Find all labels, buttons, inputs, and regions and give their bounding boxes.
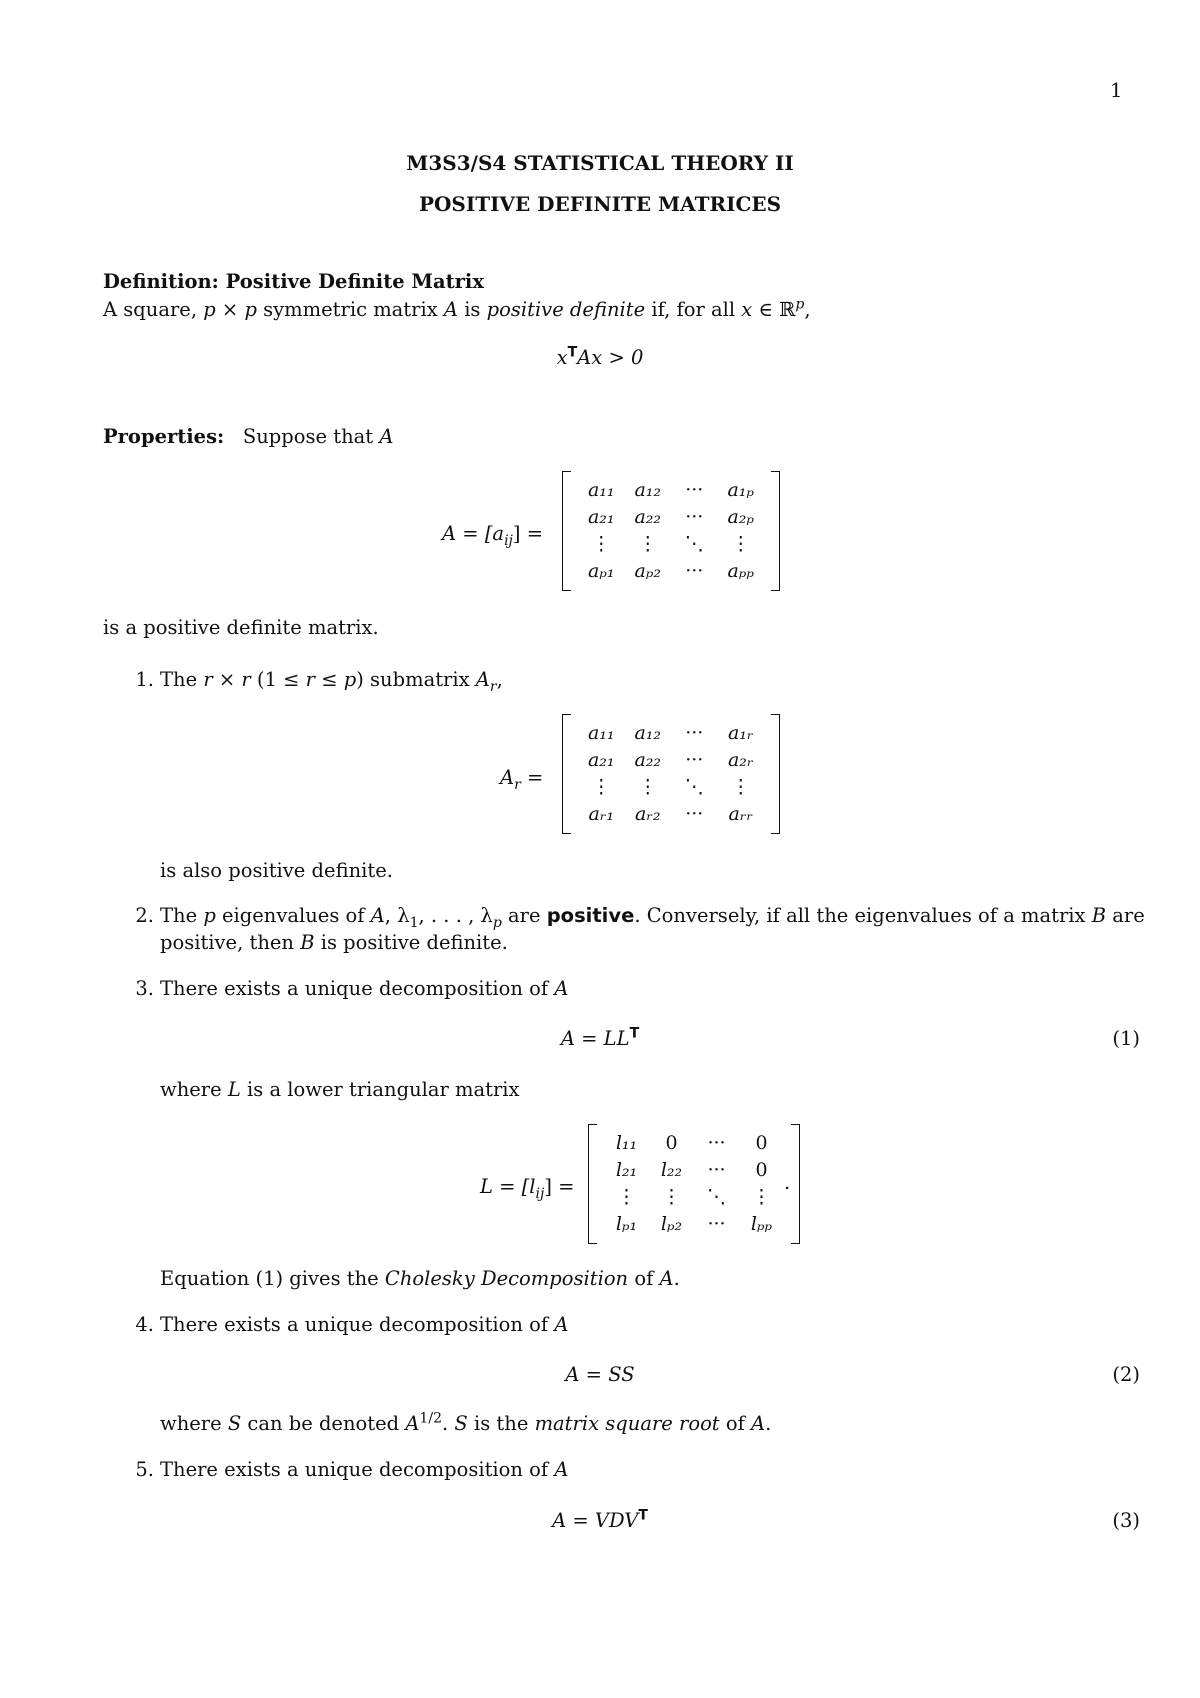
matrix-entry: a₁ᵣ <box>727 721 754 744</box>
definition-heading: Definition: Positive Definite Matrix <box>103 270 484 293</box>
matrix-entry: a₁₁ <box>587 478 615 501</box>
matrix-entry: ⋮ <box>617 1185 636 1208</box>
equation-1: $A = LL^T$ <box>560 1025 640 1050</box>
item-5-text: There exists a unique decomposition of A <box>160 1458 569 1481</box>
matrix-entry: ⋮ <box>752 1185 771 1208</box>
matrix-entry: ··· <box>685 748 704 771</box>
matrix-entry: ··· <box>685 559 704 582</box>
matrix-entry: a₁ₚ <box>727 478 755 501</box>
matrix-entry: a₂ᵣ <box>727 748 754 771</box>
matrix-ar-right-bracket <box>771 714 780 834</box>
item-1-after: is also positive definite. <box>160 859 393 882</box>
matrix-entry: aₚ₁ <box>587 559 615 582</box>
matrix-entry: lₚ₁ <box>615 1212 638 1235</box>
matrix-entry: ⋮ <box>638 775 658 798</box>
matrix-ar-left-bracket <box>562 714 571 834</box>
item-4-text: There exists a unique decomposition of A <box>160 1313 569 1336</box>
matrix-entry: ⋮ <box>638 532 658 555</box>
matrix-entry: 0 <box>665 1131 678 1154</box>
matrix-entry: ··· <box>685 505 704 528</box>
matrix-entry: a₁₂ <box>634 478 662 501</box>
matrix-entry: ⋮ <box>662 1185 681 1208</box>
item-4-where: where S can be denoted $A^{1/2}$. S is the matrix square root of A. <box>160 1410 772 1435</box>
matrix-entry: aᵣ₁ <box>588 802 615 825</box>
properties-after: is a positive definite matrix. <box>103 616 379 639</box>
equation-2-number: (2) <box>1112 1363 1140 1386</box>
matrix-a-left-bracket <box>562 471 571 591</box>
matrix-entry: lₚ₂ <box>660 1212 683 1235</box>
matrix-entry: ⋱ <box>707 1185 726 1208</box>
topic-title: POSITIVE DEFINITE MATRICES <box>418 192 782 216</box>
matrix-entry: aᵣᵣ <box>728 802 754 825</box>
item-4-number: 4. <box>135 1313 154 1336</box>
matrix-entry: ··· <box>685 721 704 744</box>
matrix-entry: ··· <box>707 1158 726 1181</box>
matrix-entry: aᵣ₂ <box>634 802 661 825</box>
matrix-entry: ⋱ <box>684 532 704 555</box>
matrix-entry: l₂₁ <box>615 1158 638 1181</box>
matrix-entry: ··· <box>707 1131 726 1154</box>
matrix-l-lhs: $L = [l_{ij}]$ = <box>480 1175 575 1202</box>
matrix-entry: ⋮ <box>731 775 751 798</box>
item-1-text: The r × r (1 ≤ r ≤ p) submatrix $A_r$, <box>160 668 503 695</box>
matrix-entry: ··· <box>685 478 704 501</box>
equation-3-number: (3) <box>1112 1509 1140 1532</box>
matrix-entry: a₂₂ <box>634 505 662 528</box>
matrix-l-period: . <box>784 1171 791 1194</box>
matrix-entry: ⋮ <box>591 532 611 555</box>
matrix-entry: ··· <box>685 802 704 825</box>
matrix-ar-lhs: $A_r$ = <box>500 766 544 793</box>
matrix-entry: ⋮ <box>591 775 611 798</box>
matrix-a <box>562 471 780 591</box>
matrix-entry: a₂₁ <box>587 748 615 771</box>
item-2-line-1: The p eigenvalues of A, $\lambda_1$, . . . , $\lambda_p$ are positive. Conversely, if all the eigenvalues of a matrix B are <box>160 904 1145 931</box>
matrix-entry: aₚ₂ <box>634 559 662 582</box>
item-2-line-2: positive, then B is positive definite. <box>160 931 508 954</box>
matrix-entry: 0 <box>755 1131 768 1154</box>
matrix-l-left-bracket <box>588 1124 597 1244</box>
matrix-a-right-bracket <box>771 471 780 591</box>
item-5-number: 5. <box>135 1458 154 1481</box>
matrix-a-lhs: $A = [a_{ij}]$ = <box>442 522 544 549</box>
matrix-l-right-bracket <box>791 1124 800 1244</box>
matrix-entry: ⋱ <box>684 775 704 798</box>
properties-intro: Properties: Suppose that A <box>103 425 394 448</box>
definition-display-equation: $x^TAx > 0$ <box>556 344 644 369</box>
matrix-entry: 0 <box>755 1158 768 1181</box>
matrix-ar <box>562 714 780 834</box>
matrix-entry: l₁₁ <box>615 1131 638 1154</box>
equation-2: A = SS <box>565 1363 635 1386</box>
equation-1-number: (1) <box>1112 1027 1140 1050</box>
equation-3: $A = VDV^T$ <box>552 1507 648 1532</box>
matrix-entry: a₂₂ <box>634 748 662 771</box>
matrix-entry: aₚₚ <box>727 559 755 582</box>
definition-text: A square, p × p symmetric matrix A is positive definite if, for all x ∈ ℝ$^p$, <box>103 296 811 321</box>
matrix-entry: a₂ₚ <box>727 505 755 528</box>
item-3-number: 3. <box>135 977 154 1000</box>
matrix-entry: a₁₂ <box>634 721 662 744</box>
matrix-entry: ⋮ <box>731 532 751 555</box>
course-title: M3S3/S4 STATISTICAL THEORY II <box>406 151 794 175</box>
item-3-note: Equation (1) gives the Cholesky Decomposition of A. <box>160 1267 680 1290</box>
item-1-number: 1. <box>135 668 154 691</box>
item-3-where: where L is a lower triangular matrix <box>160 1078 520 1101</box>
matrix-entry: lₚₚ <box>750 1212 773 1235</box>
item-2-number: 2. <box>135 904 154 927</box>
matrix-l <box>588 1124 800 1244</box>
matrix-entry: a₂₁ <box>587 505 615 528</box>
matrix-entry: ··· <box>707 1212 726 1235</box>
matrix-entry: l₂₂ <box>660 1158 683 1181</box>
page-number: 1 <box>1110 79 1123 102</box>
item-3-text: There exists a unique decomposition of A <box>160 977 569 1000</box>
matrix-entry: a₁₁ <box>587 721 615 744</box>
